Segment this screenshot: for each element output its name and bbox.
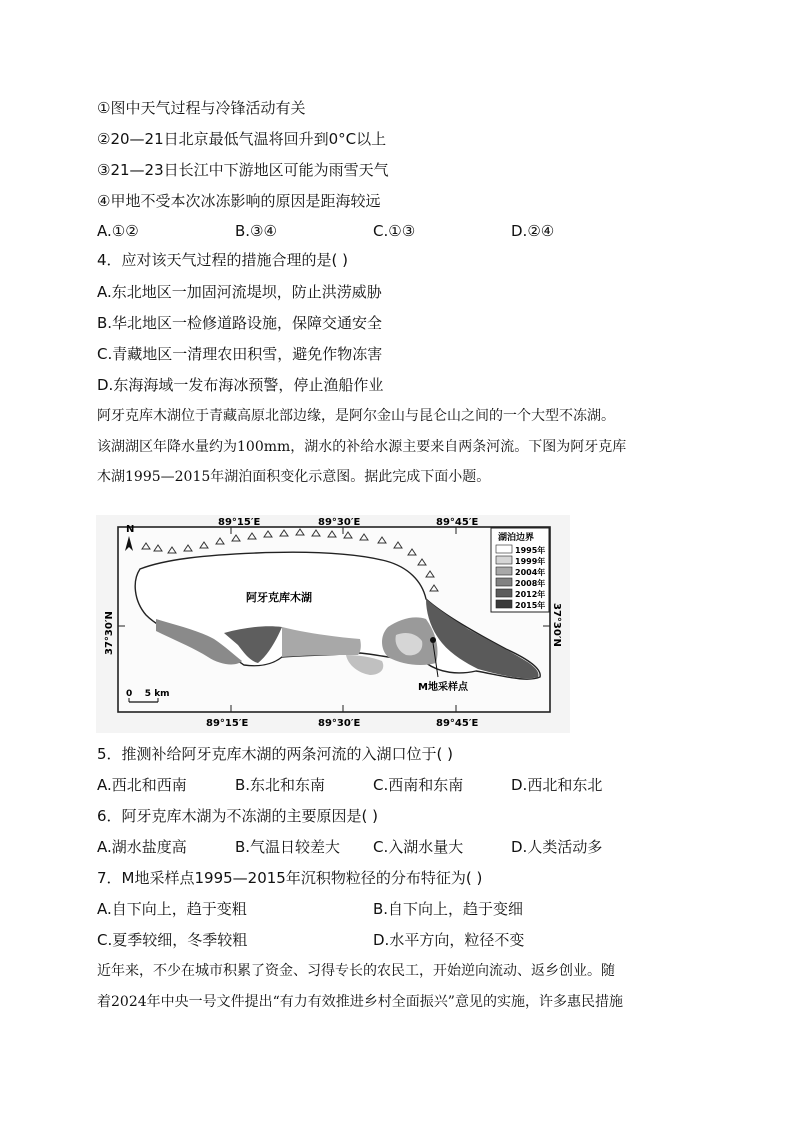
lat-left: 37°30′N bbox=[104, 611, 115, 655]
q5-option-a: A.西北和西南 bbox=[97, 776, 187, 794]
q3-statement-2: ②20—21日北京最低气温将回升到0°C以上 bbox=[97, 130, 387, 148]
passage1-line-2: 该湖湖区年降水量约为100mm，湖水的补给水源主要来自两条河流。下图为阿牙克库 bbox=[97, 439, 627, 455]
q3-statement-1: ①图中天气过程与冷锋活动有关 bbox=[97, 99, 306, 117]
lon-bottom-2: 89°30′E bbox=[318, 718, 361, 729]
legend-label: 2015年 bbox=[515, 601, 546, 610]
legend-swatch bbox=[496, 545, 512, 553]
legend-label: 2008年 bbox=[515, 579, 546, 588]
legend-title: 湖泊边界 bbox=[498, 533, 535, 543]
q3-option-d: D.②④ bbox=[511, 222, 555, 240]
q7-option-b: B.自下向上，趋于变细 bbox=[373, 900, 524, 918]
legend-swatch bbox=[496, 567, 512, 575]
q6-option-d: D.人类活动多 bbox=[511, 838, 603, 856]
q7-option-a: A.自下向上，趋于变粗 bbox=[97, 900, 247, 918]
passage2-line-2: 着2024年中央一号文件提出“有力有效推进乡村全面振兴”意见的实施，许多惠民措施 bbox=[97, 994, 623, 1010]
q7-stem: 7．M地采样点1995—2015年沉积物粒径的分布特征为( ) bbox=[97, 869, 483, 887]
q3-option-b: B.③④ bbox=[235, 222, 277, 240]
passage1-line-3: 木湖1995—2015年湖泊面积变化示意图。据此完成下面小题。 bbox=[97, 469, 491, 485]
q3-statement-3: ③21—23日长江中下游地区可能为雨雪天气 bbox=[97, 161, 389, 179]
lon-bottom-3: 89°45′E bbox=[436, 718, 479, 729]
legend-label: 1999年 bbox=[515, 557, 546, 566]
lake-name-label: 阿牙克库木湖 bbox=[246, 591, 312, 604]
q6-option-a: A.湖水盐度高 bbox=[97, 838, 187, 856]
scale-label: 0 5 km bbox=[126, 689, 170, 699]
lat-right: 37°30′N bbox=[551, 603, 562, 647]
q3-option-a: A.①② bbox=[97, 222, 139, 240]
q7-option-d: D.水平方向，粒径不变 bbox=[373, 931, 525, 949]
q5-option-d: D.西北和东北 bbox=[511, 776, 603, 794]
passage2-line-1: 近年来，不少在城市积累了资金、习得专长的农民工，开始逆向流动、返乡创业。随 bbox=[97, 963, 615, 979]
q4-option-c: C.青藏地区一清理农田积雪，避免作物冻害 bbox=[97, 345, 383, 363]
legend-swatch bbox=[496, 578, 512, 586]
lon-top-1: 89°15′E bbox=[218, 517, 261, 528]
legend-swatch bbox=[496, 556, 512, 564]
north-label: N bbox=[126, 524, 135, 535]
legend-swatch bbox=[496, 589, 512, 597]
legend-label: 2004年 bbox=[515, 568, 546, 577]
q5-option-c: C.西南和东南 bbox=[373, 776, 464, 794]
lake-area-change-map bbox=[96, 515, 570, 733]
sample-point-marker bbox=[430, 637, 436, 643]
q6-stem: 6．阿牙克库木湖为不冻湖的主要原因是( ) bbox=[97, 807, 379, 825]
legend-label: 1995年 bbox=[515, 546, 546, 555]
lon-top-2: 89°30′E bbox=[318, 517, 361, 528]
q7-option-c: C.夏季较细，冬季较粗 bbox=[97, 931, 248, 949]
lon-bottom-1: 89°15′E bbox=[206, 718, 249, 729]
q4-option-b: B.华北地区一检修道路设施，保障交通安全 bbox=[97, 314, 383, 332]
q3-statement-4: ④甲地不受本次冰冻影响的原因是距海较远 bbox=[97, 192, 381, 210]
q6-option-c: C.入湖水量大 bbox=[373, 838, 464, 856]
sample-point-label: M地采样点 bbox=[418, 682, 468, 693]
q4-stem: 4．应对该天气过程的措施合理的是( ) bbox=[97, 251, 349, 269]
legend-label: 2012年 bbox=[515, 590, 546, 599]
q3-option-c: C.①③ bbox=[373, 222, 416, 240]
q5-option-b: B.东北和东南 bbox=[235, 776, 326, 794]
q4-option-d: D.东海海域一发布海冰预警，停止渔船作业 bbox=[97, 376, 384, 394]
legend-swatch bbox=[496, 600, 512, 608]
lon-top-3: 89°45′E bbox=[436, 517, 479, 528]
passage1-line-1: 阿牙克库木湖位于青藏高原北部边缘，是阿尔金山与昆仑山之间的一个大型不冻湖。 bbox=[97, 408, 615, 424]
q4-option-a: A.东北地区一加固河流堤坝，防止洪涝威胁 bbox=[97, 283, 382, 301]
q5-stem: 5．推测补给阿牙克库木湖的两条河流的入湖口位于( ) bbox=[97, 745, 454, 763]
q6-option-b: B.气温日较差大 bbox=[235, 838, 341, 856]
